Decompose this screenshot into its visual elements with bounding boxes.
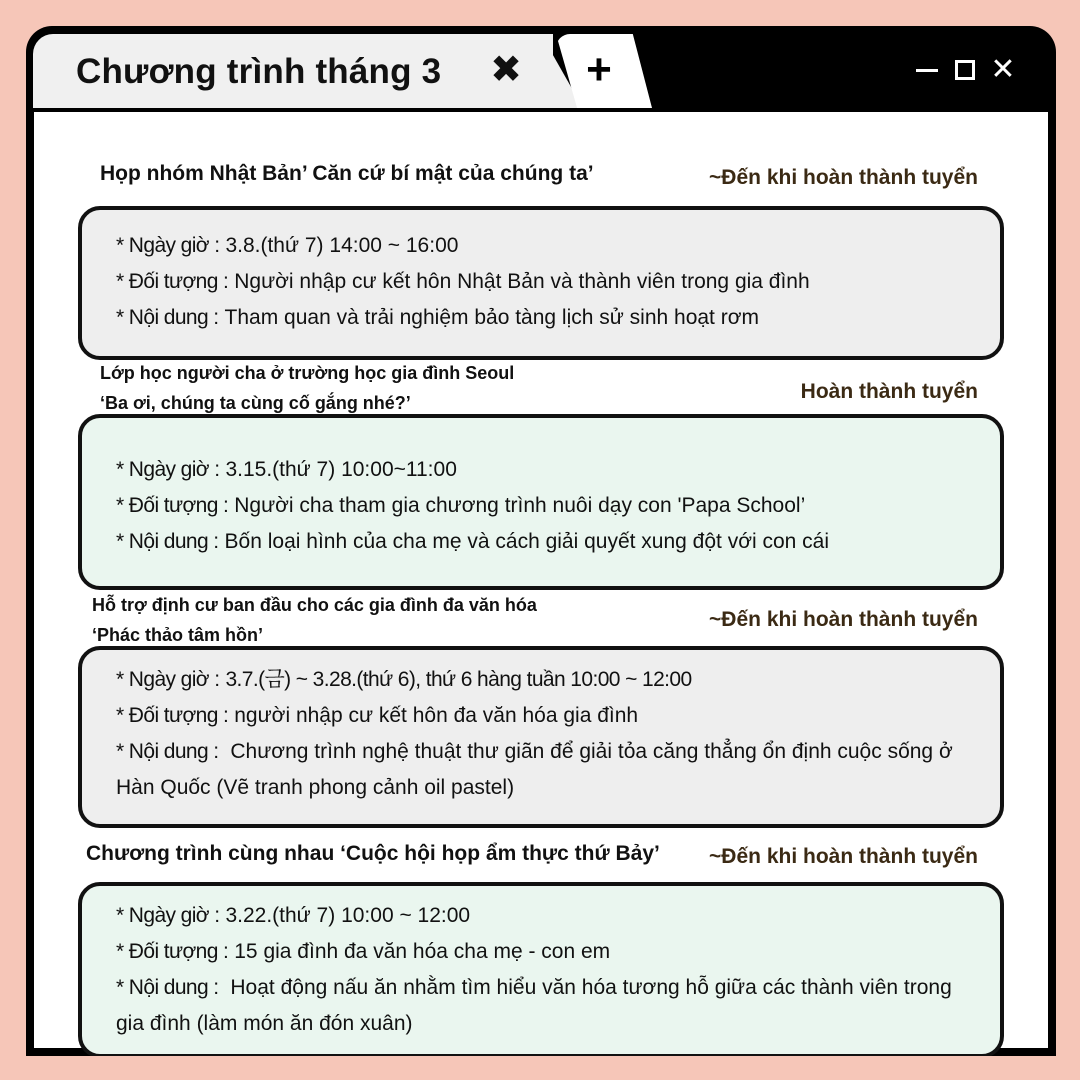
detail-row-content xyxy=(116,734,980,806)
close-window-icon[interactable]: ✕ xyxy=(990,53,1016,86)
row-label: * Ngày giờ : xyxy=(116,904,220,927)
row-value: 3.22.(thứ 7) 10:00 ~ 12:00 xyxy=(225,904,471,927)
row-label: * Nội dung : xyxy=(116,976,219,999)
maximize-icon[interactable] xyxy=(952,57,978,83)
page-content xyxy=(34,112,1048,1048)
row-value: Chương trình nghệ thuật thư giãn để giải tỏa căng thẳng ổn định cuộc sống ở Hàn Quốc (Vẽ tranh phong cảnh oil pastel) xyxy=(116,740,953,799)
row-label: * Ngày giờ : xyxy=(116,668,220,691)
row-label: * Ngày giờ : xyxy=(116,458,220,481)
row-label: * Đối tượng : xyxy=(116,270,229,293)
section-title-line: Họp nhóm Nhật Bản’ Căn cứ bí mật của chúng ta’ xyxy=(100,162,594,185)
section-3-status: ~Đến khi hoàn thành tuyển xyxy=(709,608,978,631)
section-title-line: Hỗ trợ định cư ban đầu cho các gia đình đa văn hóa xyxy=(92,595,537,615)
section-1-title xyxy=(100,162,594,186)
close-tab-icon[interactable]: ✖ xyxy=(490,49,522,91)
detail-row-target xyxy=(116,698,980,734)
row-label: * Nội dung : xyxy=(116,306,219,329)
window-controls xyxy=(914,54,1016,86)
detail-row-date xyxy=(116,898,980,934)
section-title-line: Chương trình cùng nhau ‘Cuộc hội họp ẩm thực thứ Bảy’ xyxy=(86,842,660,865)
row-value: 15 gia đình đa văn hóa cha mẹ - con em xyxy=(234,940,611,963)
section-3-card xyxy=(78,646,1004,828)
section-2-title xyxy=(100,358,514,418)
row-label: * Ngày giờ : xyxy=(116,234,220,257)
section-title-line: Lớp học người cha ở trường học gia đình Seoul xyxy=(100,363,515,383)
minimize-icon[interactable] xyxy=(914,57,940,83)
detail-row-target xyxy=(116,488,980,524)
row-value: Hoạt động nấu ăn nhằm tìm hiểu văn hóa tương hỗ giữa các thành viên trong gia đình (làm món ăn đón xuân) xyxy=(116,976,952,1035)
section-1-card xyxy=(78,206,1004,360)
row-value: Người nhập cư kết hôn Nhật Bản và thành viên trong gia đình xyxy=(234,270,810,293)
row-value: Bốn loại hình của cha mẹ và cách giải quyết xung đột với con cái xyxy=(224,530,830,553)
row-label: * Đối tượng : xyxy=(116,704,229,727)
detail-row-date xyxy=(116,662,980,698)
section-2-card xyxy=(78,414,1004,590)
row-value: Tham quan và trải nghiệm bảo tàng lịch sử sinh hoạt rơm xyxy=(224,306,759,329)
detail-row-content xyxy=(116,524,980,560)
row-value: 3.7.(금) ~ 3.28.(thứ 6), thứ 6 hàng tuần 10:00 ~ 12:00 xyxy=(225,668,692,691)
section-1-status: ~Đến khi hoàn thành tuyển xyxy=(709,166,978,189)
tab-title: Chương trình tháng 3 xyxy=(76,52,442,91)
row-value: 3.15.(thứ 7) 10:00~11:00 xyxy=(225,458,457,481)
section-2-status: Hoàn thành tuyển xyxy=(800,380,978,403)
section-title-line: ‘Ba ơi, chúng ta cùng cố gắng nhé?’ xyxy=(100,393,411,413)
detail-row-target xyxy=(116,934,980,970)
detail-row-date xyxy=(116,452,980,488)
row-label: * Đối tượng : xyxy=(116,940,229,963)
row-label: * Đối tượng : xyxy=(116,494,229,517)
row-label: * Nội dung : xyxy=(116,740,219,763)
section-4-card xyxy=(78,882,1004,1056)
section-3-title xyxy=(92,590,537,650)
section-4-status: ~Đến khi hoàn thành tuyển xyxy=(709,845,978,868)
row-label: * Nội dung : xyxy=(116,530,219,553)
row-value: người nhập cư kết hôn đa văn hóa gia đình xyxy=(234,704,639,727)
detail-row-target xyxy=(116,264,980,300)
plus-icon[interactable]: + xyxy=(586,45,612,94)
detail-row-content xyxy=(116,970,980,1042)
detail-row-date xyxy=(116,228,980,264)
browser-window xyxy=(26,26,1056,1056)
detail-row-content xyxy=(116,300,980,336)
row-value: Người cha tham gia chương trình nuôi dạy con 'Papa School’ xyxy=(234,494,806,517)
section-4-title xyxy=(86,842,660,866)
section-title-line: ‘Phác thảo tâm hồn’ xyxy=(92,625,264,645)
row-value: 3.8.(thứ 7) 14:00 ~ 16:00 xyxy=(225,234,459,257)
